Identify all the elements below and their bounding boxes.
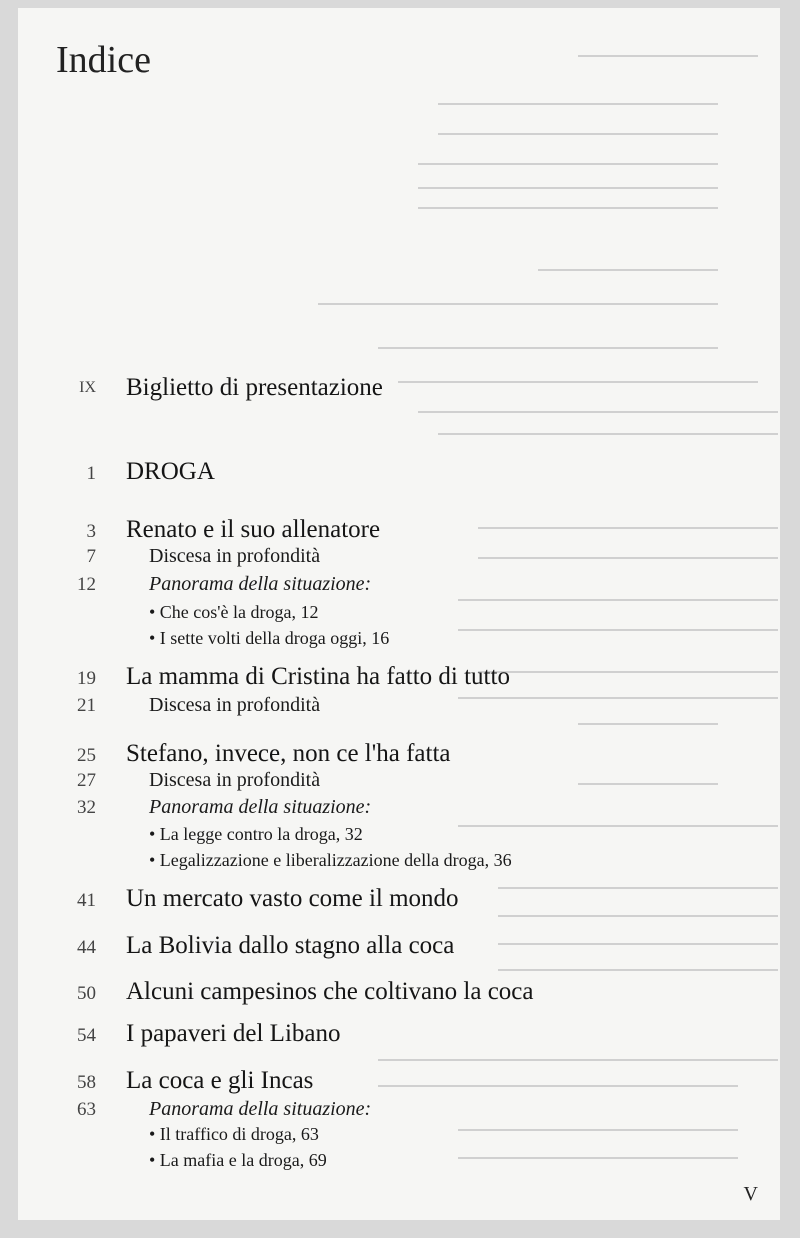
toc-entry-title: Discesa in profondità — [149, 694, 321, 716]
toc-entry-title: Panorama della situazione: — [149, 796, 372, 818]
toc-page-number: IX — [79, 379, 96, 396]
toc-entry-title: La Bolivia dallo stagno alla coca — [126, 932, 455, 959]
toc-entry-title: Panorama della situazione: — [149, 573, 372, 595]
toc-page-number: 1 — [86, 463, 96, 484]
toc-bullet-text: • La legge contro la droga, 32 — [149, 824, 363, 844]
toc-bullet-text: • Che cos'è la droga, 12 — [149, 602, 319, 622]
toc-entry-title: Alcuni campesinos che coltivano la coca — [126, 978, 534, 1005]
toc-bullet-text: • La mafia e la droga, 69 — [149, 1150, 327, 1170]
toc-page-number: 63 — [77, 1099, 96, 1120]
toc-page-number: 7 — [86, 546, 96, 567]
document-page — [18, 8, 780, 1220]
toc-page-number: 19 — [77, 668, 96, 689]
toc-page-number: 50 — [77, 983, 96, 1004]
toc-entry-title: Biglietto di presentazione — [126, 374, 383, 401]
page-title: Indice — [56, 39, 151, 81]
toc-entry-title: Discesa in profondità — [149, 545, 321, 567]
toc-bullet-text: • Legalizzazione e liberalizzazione della droga, 36 — [149, 850, 512, 870]
page-number: V — [743, 1183, 758, 1205]
toc-page-number: 58 — [77, 1072, 96, 1093]
toc-entry-title: Stefano, invece, non ce l'ha fatta — [126, 740, 451, 767]
toc-bullet-text: • Il traffico di droga, 63 — [149, 1124, 319, 1144]
toc-entry-title: Discesa in profondità — [149, 769, 321, 791]
toc-entry-title: La coca e gli Incas — [126, 1067, 314, 1094]
toc-bullet-text: • I sette volti della droga oggi, 16 — [149, 628, 390, 648]
toc-entry-title: DROGA — [126, 458, 215, 485]
toc-page-number: 27 — [77, 770, 96, 791]
toc-page-number: 54 — [77, 1025, 96, 1046]
toc-page-number: 12 — [77, 574, 96, 595]
toc-page-number: 25 — [77, 745, 96, 766]
toc-entry-title: I papaveri del Libano — [126, 1020, 341, 1047]
toc-page-number: 21 — [77, 695, 96, 716]
toc-entry-title: Un mercato vasto come il mondo — [126, 885, 459, 912]
toc-page-number: 32 — [77, 797, 96, 818]
toc-page-number: 44 — [77, 937, 96, 958]
toc-entry-title: La mamma di Cristina ha fatto di tutto — [126, 663, 510, 690]
toc-page-number: 41 — [77, 890, 96, 911]
toc-page-number: 3 — [86, 521, 96, 542]
toc-entry-title: Renato e il suo allenatore — [126, 516, 381, 543]
toc-entry-title: Panorama della situazione: — [149, 1098, 372, 1120]
